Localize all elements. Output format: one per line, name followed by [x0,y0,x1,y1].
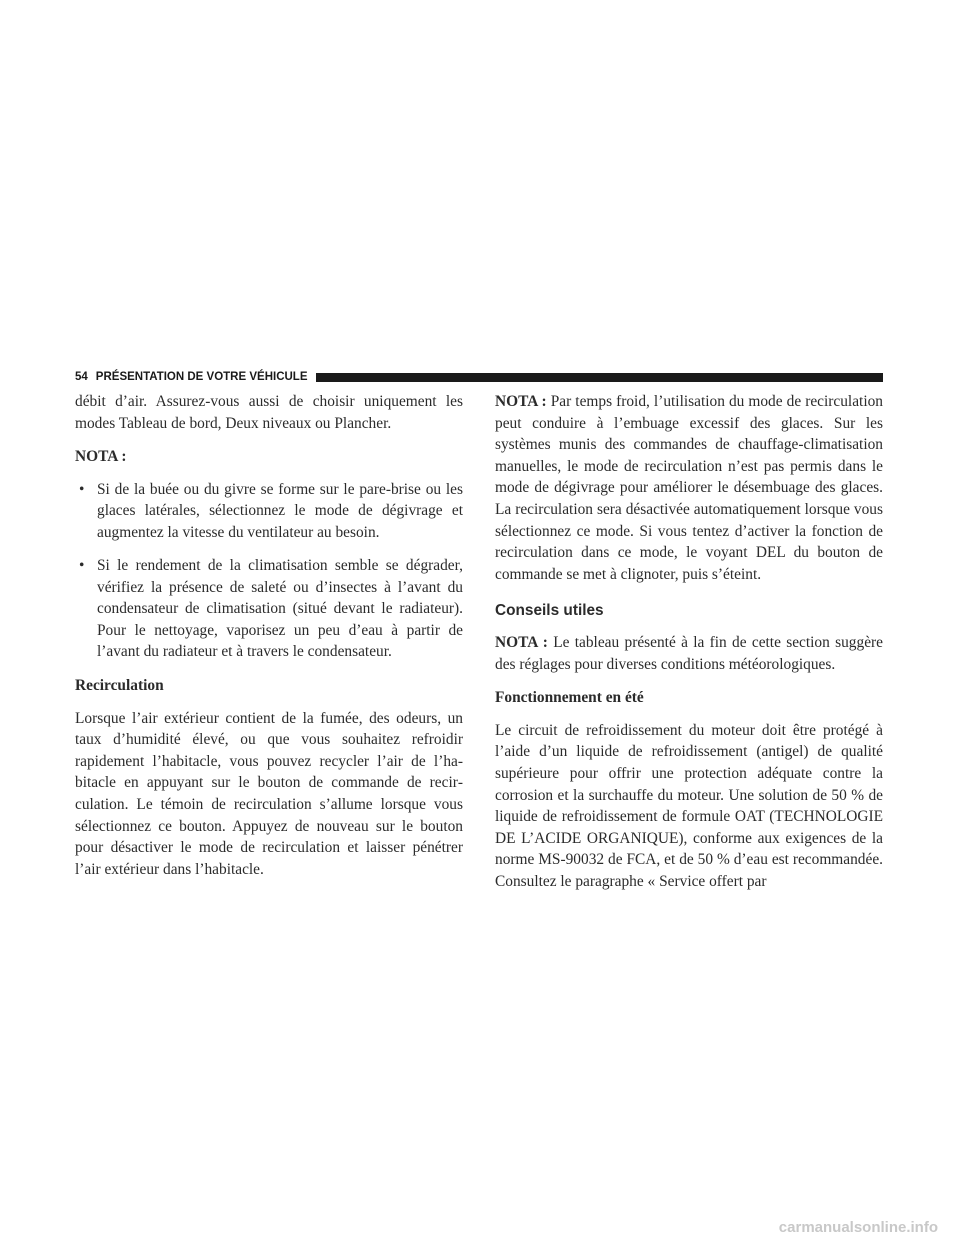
list-item [75,555,463,663]
page-header [75,369,883,385]
page-number: 54 [75,371,88,383]
nota-table-paragraph [495,632,883,675]
nota-text: Le tableau présenté à la fin de cette section suggère des réglages pour diverses conditions météorologiques. [495,633,883,673]
bullet-icon: • [79,480,85,498]
section-title: PRÉSENTATION DE VOTRE VÉHICULE [95,371,308,383]
recirculation-paragraph: Lorsque l’air extérieur contient de la fumée, des odeurs, un taux d’humidité élevé, ou que vous souhaitez refroidir rapidement l’habitacle, vous pouvez recycler l’air de l’habitacle en appuyant sur le bouton de commande de recirculation. Le témoin de recirculation s’allume lorsque vous sélectionnez ce bouton. Appuyez de nouveau sur le bouton pour désactiver le mode de recirculation et laisser pénétrer l’air extérieur dans l’habitacle. [75,709,463,878]
list-item [75,479,463,544]
recirculation-heading: Recirculation [75,676,164,694]
nota-label: NOTA : [495,633,548,651]
summer-heading: Fonctionnement en été [495,688,644,706]
nota-label: NOTA : [495,393,547,410]
watermark-footer: carmanualsonline.info [778,1219,938,1236]
summer-paragraph: Le circuit de refroidissement du moteur doit être protégé à l’aide d’un liquide de refroidissement (antigel) de qualité supérieure pour offrir une protection adéquate contre la corrosion et la surchauffe du moteur. Une solution de 50 % de liquide de refroidissement de formule OAT (TECHNOLOGIE DE L’ACIDE ORGANIQUE), conforme aux exigences de la norme MS-90032 de FCA, et de 50 % d’eau est recommandée. Consultez le paragraphe « Service offert par [495,721,883,890]
header-rule [316,373,883,382]
nota-bullet-list [75,479,463,663]
left-column [75,391,463,892]
right-column [495,391,883,904]
bullet-text: Si le rendement de la climatisation semble se dégrader, vérifiez la présence de saleté ou d’insectes à l’avant du condensateur de climatisation (situé devant le radiateur). Pour le nettoyage, vaporisez un peu d’eau à partir de l’avant du radiateur et à travers le condensateur. [97,557,463,661]
tips-heading: Conseils utiles [495,602,604,620]
nota-cold-weather-paragraph [495,391,883,585]
intro-paragraph: débit d’air. Assurez-vous aussi de choisir uniquement les modes Tableau de bord, Deux niveaux ou Plancher. [75,393,463,432]
bullet-icon: • [79,557,85,575]
bullet-text: Si de la buée ou du givre se forme sur le pare-brise ou les glaces latérales, sélectionnez le mode de dégivrage et augmentez la vitesse du ventilateur au besoin. [97,480,463,541]
nota-text: Par temps froid, l’utilisation du mode de recirculation peut conduire à l’embuage excessif des glaces. Sur les systèmes munis des commandes de chauffage-climatisation manuelles, le mode de recirculation n’est pas permis dans le mode de dégivrage pour améliorer le désembuage des glaces. La recirculation sera désactivée automatiquement lorsque vous sélectionnez ce mode. Si vous tentez d’activer la fonction de recirculation dans ce mode, le voyant DEL du bouton de commande se met à clignoter, puis s’éteint. [495,393,883,583]
nota-label: NOTA : [75,447,127,465]
